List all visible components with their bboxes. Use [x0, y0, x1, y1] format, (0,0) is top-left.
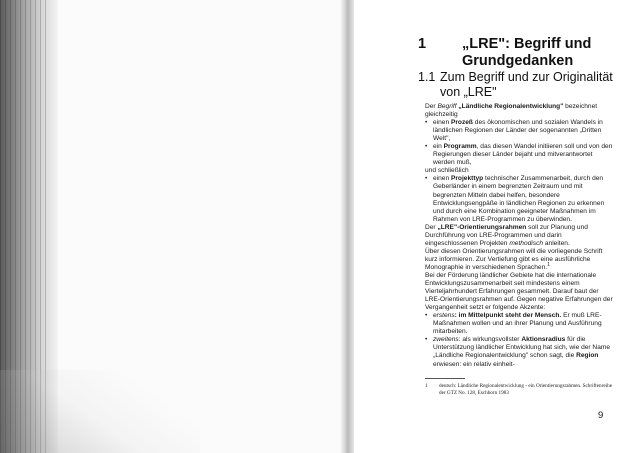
list-item: • ein Programm, das diesen Wandel initiieren soll und von den Regierungen dieser Länder bejaht und mitverantwortet werden muß,	[425, 143, 613, 167]
page-number: 9	[598, 410, 604, 421]
chapter-number: 1	[418, 36, 427, 52]
list-item: • zweitens: als wirkungsvollster Aktionsradius für die Unterstützung ländlicher Entwicklung hat sich, wie der Name „Ländliche Regionalentwicklung" schon sagt, die Region erwiesen: ein relativ einheit-	[425, 336, 611, 368]
list-item: • einen Prozeß des ökonomischen und sozialen Wandels in ländlichen Regionen der Länder der sogenannten „Dritten Welt",	[425, 119, 603, 143]
chapter-title: „LRE": Begriff und Grundgedanken	[462, 36, 592, 69]
section-number: 1.1	[418, 70, 436, 84]
section-title: Zum Begriff und zur Originalität von „LRE"	[440, 70, 613, 99]
footnote-reference: 1	[547, 261, 550, 268]
paragraph-intro: Der Begriff „Ländliche Regionalentwicklung" bezeichnet gleichzeitig	[425, 103, 598, 119]
body-text	[425, 103, 615, 369]
list-item: • einen Projekttyp technischer Zusammenarbeit, durch den Geberländer in einem begrenzten Zeitraum und mit begrenzten Mitteln dabei helfen, besondere Entwicklungsengpäße in ländlichen Regionen zu erkennen und durch eine Kombination geeigneter Maßnahmen im Rahmen von LRE-Programmen zu überwinden.	[425, 175, 605, 223]
list-item: • erstens: im Mittelpunkt steht der Mensch. Er muß LRE-Maßnahmen wollen und an ihrer Planung und Ausführung mitarbeiten.	[425, 312, 602, 336]
paragraph-framework: Der „LRE"-Orientierungsrahmen soll zur Planung und Durchführung von LRE-Programmen und darin eingeschlossenen Projekten methodisch anleiten.	[425, 223, 588, 247]
paragraph-info: Über diesen Orientierungsrahmen will die vorliegende Schrift kurz informieren. Zur Vertiefung gibt es eine ausführliche Monographie in verschiedenen Sprachen.$^1$	[425, 247, 603, 271]
footnote-divider	[425, 378, 465, 379]
scan-shadow	[0, 370, 200, 453]
footnote-text: deutsch: Ländliche Regionalentwicklung - ein Orientierungsrahmen. Schriftenreihe der GTZ No. 128, Eschborn 1983	[439, 383, 613, 396]
paragraph-experience: Bei der Förderung ländlicher Gebiete hat die internationale Entwicklungszusammenarbeit seit mindestens einem Vierteljahrhundert Erfahrungen gesammelt. Darauf baut der LRE-Orientierungsrahmen auf. Gegen negative Erfahrungen der Vergangenheit setzt er folgende Akzente:	[425, 271, 613, 312]
paragraph-transition: und schließlich	[425, 167, 469, 175]
footnote	[425, 383, 615, 397]
book-gutter	[340, 0, 354, 453]
footnote-number: 1	[425, 383, 428, 389]
